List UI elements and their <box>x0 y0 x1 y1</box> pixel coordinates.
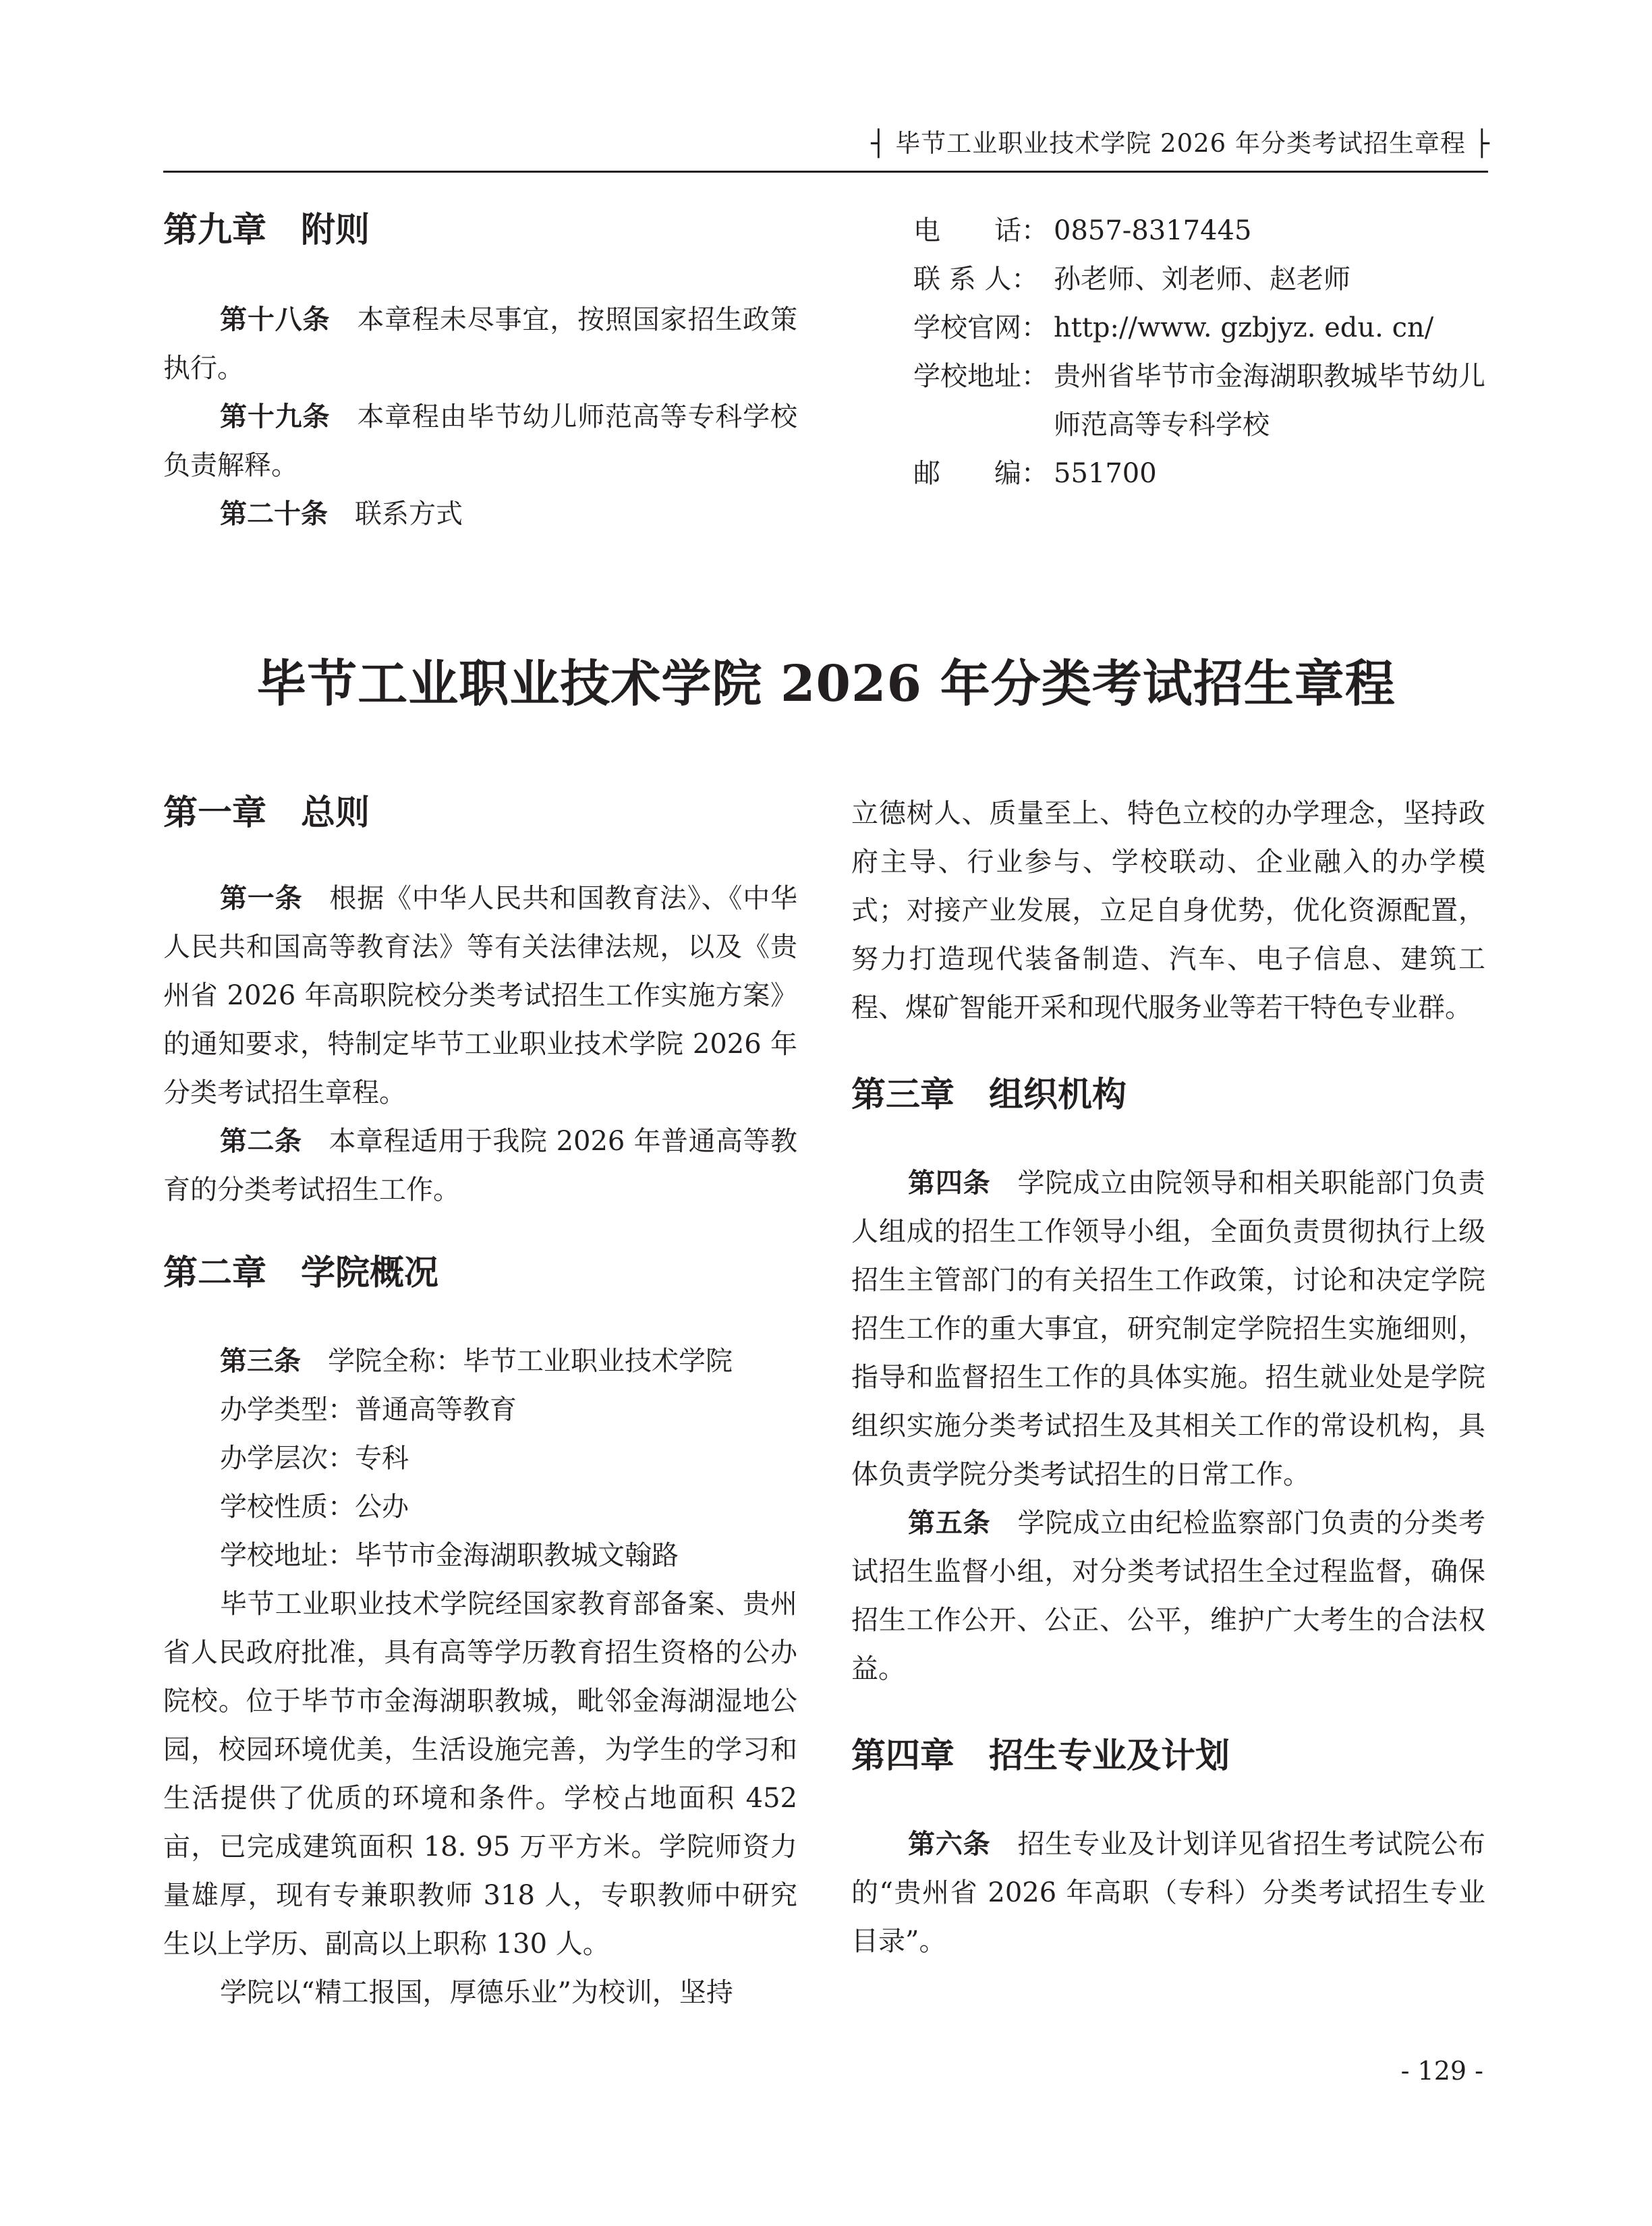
article-1-text: 根据《中华人民共和国教育法》、《中华人民共和国高等教育法》等有关法律法规，以及《贵州省 2026 年高职院校分类考试招生工作实施方案》的通知要求，特制定毕节工业职业技术学院 2026 年分类考试招生章程。 <box>163 883 798 1108</box>
address-value: 贵州省毕节市金海湖职教城毕节幼儿师范高等专科学校 <box>1054 361 1485 440</box>
school-level: 办学层次：专科 <box>220 1443 409 1474</box>
school-type: 办学类型：普通高等教育 <box>220 1394 517 1425</box>
article-2-label: 第二条 <box>220 1126 302 1157</box>
article-6-label: 第六条 <box>908 1829 991 1860</box>
chapter-2-heading: 第二章 学院概况 <box>163 1253 439 1293</box>
contact-phone-row <box>913 206 1507 255</box>
article-19-label: 第十九条 <box>220 401 331 432</box>
article-19-text: 本章程由毕节幼儿师范高等专科学校负责解释。 <box>163 401 798 481</box>
page-number: - 129 - <box>1400 2056 1483 2086</box>
college-motto-paragraph: 学院以“精工报国，厚德乐业”为校训，坚持 <box>220 1977 733 2008</box>
phone-label: 电 话： <box>913 215 1048 246</box>
article-2-text: 本章程适用于我院 2026 年普通高等教育的分类考试招生工作。 <box>163 1126 797 1205</box>
school-address: 学校地址：毕节市金海湖职教城文翰路 <box>220 1540 679 1571</box>
article-18 <box>163 295 797 393</box>
article-6-text: 招生专业及计划详见省招生考试院公布的“贵州省 2026 年高职（专科）分类考试招生专业目录”。 <box>851 1829 1486 1957</box>
contact-zip-row <box>913 449 1507 498</box>
article-20 <box>163 490 797 538</box>
article-1-label: 第一条 <box>220 883 303 914</box>
address-label: 学校地址： <box>913 361 1048 392</box>
article-3 <box>163 1337 797 1386</box>
article-5-label: 第五条 <box>908 1508 991 1539</box>
phone-value: 0857-8317445 <box>1054 215 1252 246</box>
article-1 <box>163 874 797 1117</box>
contact-site-row <box>913 304 1507 352</box>
zip-value: 551700 <box>1054 458 1157 489</box>
article-6 <box>851 1820 1485 1966</box>
article-4 <box>851 1159 1485 1499</box>
article-5-text: 学院成立由纪检监察部门负责的分类考试招生监督小组，对分类考试招生全过程监督，确保招生工作公开、公正、公平，维护广大考生的合法权益。 <box>851 1508 1486 1684</box>
zip-label: 邮 编： <box>913 458 1048 489</box>
prev-section <box>163 206 797 538</box>
article-2 <box>163 1117 797 1214</box>
document-title: 毕节工业职业技术学院 2026 年分类考试招生章程 <box>256 655 1396 713</box>
article-19 <box>163 393 797 490</box>
article-20-text: 联系方式 <box>355 498 463 530</box>
chapter-4-heading: 第四章 招生专业及计划 <box>851 1736 1230 1776</box>
college-overview-paragraph: 毕节工业职业技术学院经国家教育部备案、贵州省人民政府批准，具有高等学历教育招生资格的公办院校。位于毕节市金海湖职教城，毗邻金海湖湿地公园，校园环境优美，生活设施完善，为学生的学习和生活提供了优质的环境和条件。学校占地面积 452 亩，已完成建筑面积 18. 95 万平方米。学院师资力量雄厚，现有专兼职教师 318 人，专职教师中研究生以上学历、副高以上职称 130 人。 <box>163 1589 797 1960</box>
article-5 <box>851 1499 1485 1693</box>
site-link[interactable]: http://www. gzbjyz. edu. cn/ <box>1054 312 1434 343</box>
person-label: 联 系 人： <box>913 264 1039 295</box>
header-rule <box>163 171 1488 173</box>
contact-address-row <box>913 352 1507 449</box>
chapter-1-heading: 第一章 总则 <box>163 793 370 833</box>
site-label: 学校官网： <box>913 312 1048 343</box>
article-3-text: 学院全称：毕节工业职业技术学院 <box>328 1346 733 1377</box>
contact-info <box>913 206 1507 498</box>
article-4-label: 第四条 <box>908 1168 991 1199</box>
chapter-3-heading: 第三章 组织机构 <box>851 1075 1127 1115</box>
person-value: 孙老师、刘老师、赵老师 <box>1054 264 1350 295</box>
school-nature: 学校性质：公办 <box>220 1491 409 1522</box>
article-3-label: 第三条 <box>220 1346 301 1377</box>
chapter-9-heading: 第九章 附则 <box>163 210 370 250</box>
right-column <box>851 789 1485 1966</box>
article-20-label: 第二十条 <box>220 498 328 530</box>
motto-continued-paragraph: 立德树人、质量至上、特色立校的办学理念，坚持政府主导、行业参与、学校联动、企业融入的办学模式；对接产业发展，立足自身优势，优化资源配置，努力打造现代装备制造、汽车、电子信息、建筑工程、煤矿智能开采和现代服务业等若干特色专业群。 <box>851 798 1485 1023</box>
running-header: ┤ 毕节工业职业技术学院 2026 年分类考试招生章程 ├ <box>871 129 1490 158</box>
article-4-text: 学院成立由院领导和相关职能部门负责人组成的招生工作领导小组，全面负责贯彻执行上级招生主管部门的有关招生工作政策，讨论和决定学院招生工作的重大事宜，研究制定学院招生实施细则，指导和监督招生工作的具体实施。招生就业处是学院组织实施分类考试招生及其相关工作的常设机构，具体负责学院分类考试招生的日常工作。 <box>851 1168 1486 1490</box>
article-18-label: 第十八条 <box>220 304 331 335</box>
contact-person-row <box>913 255 1507 304</box>
article-18-text: 本章程未尽事宜，按照国家招生政策执行。 <box>163 304 798 384</box>
left-column <box>163 789 797 2017</box>
